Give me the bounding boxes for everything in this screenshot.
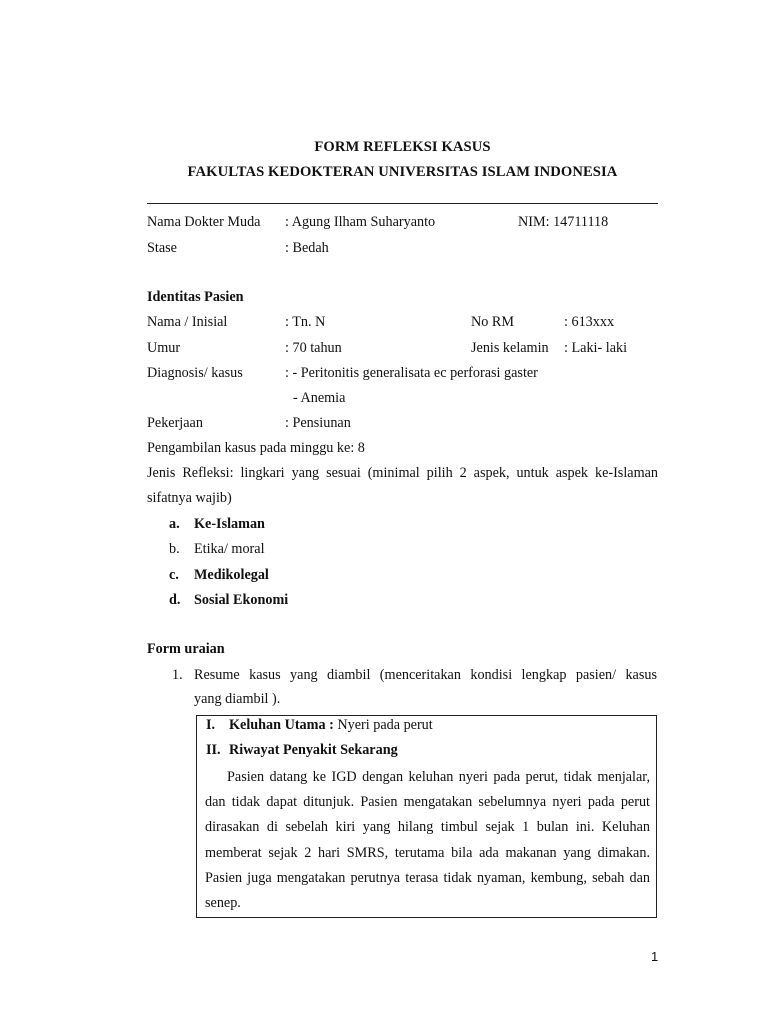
age-value: : 70 tahun — [285, 340, 342, 356]
reflection-option-medicolegal: Medikolegal — [194, 567, 269, 583]
present-illness-text: Pasien datang ke IGD dengan keluhan nyeri pada perut, tidak menjalar, dan tidak dapat ditunjuk. Pasien mengatakan sebelumnya nyeri pada perut dirasakan di sebelah kiri yang hilang timbul sejak 1 bulan ini. Keluhan memberat sejak 2 hari SMRS, terutama bila ada makanan yang dimakan. Pasien juga mengatakan perutnya terasa tidak nyaman, kembung, sebah dan senep. — [205, 769, 650, 912]
reflection-option-ethics: Etika/ moral — [194, 541, 265, 557]
sex-label: Jenis kelamin — [471, 340, 549, 356]
stase-label: Stase — [147, 240, 177, 256]
reflection-marker-b: b. — [169, 541, 180, 557]
form-uraian-heading: Form uraian — [147, 641, 225, 657]
reflection-marker-d: d. — [169, 592, 181, 608]
reflection-marker-c: c. — [169, 567, 179, 583]
present-illness-paragraph — [205, 765, 650, 916]
page-number: 1 — [651, 949, 659, 964]
chief-complaint-value: Nyeri pada perut — [333, 717, 433, 733]
reflection-option-socioeconomic: Sosial Ekonomi — [194, 592, 289, 608]
section-2-number: II. — [206, 742, 221, 758]
rm-value: : 613xxx — [564, 314, 615, 330]
rm-label: No RM — [471, 314, 514, 330]
faculty-subtitle: FAKULTAS KEDOKTERAN UNIVERSITAS ISLAM INDONESIA — [187, 164, 618, 180]
reflection-instruction: Jenis Refleksi: lingkari yang sesuai (minimal pilih 2 aspek, untuk aspek ke-Islaman sifatnya wajib) — [147, 465, 658, 506]
reflection-option-islam: Ke-Islaman — [194, 516, 265, 532]
section-1-number: I. — [206, 717, 216, 733]
patient-name-label: Nama / Inisial — [147, 314, 228, 330]
stase-value: : Bedah — [285, 240, 329, 256]
diagnosis-value-2: - Anemia — [293, 390, 346, 406]
doctor-name-value: : Agung Ilham Suharyanto — [285, 214, 436, 230]
item-1-number: 1. — [172, 667, 183, 683]
doctor-name-label: Nama Dokter Muda — [147, 214, 261, 230]
case-week: Pengambilan kasus pada minggu ke: 8 — [147, 440, 365, 456]
diagnosis-label: Diagnosis/ kasus — [147, 365, 243, 381]
patient-identity-heading: Identitas Pasien — [147, 289, 244, 305]
form-title: FORM REFLEKSI KASUS — [314, 139, 491, 155]
present-illness-heading: Riwayat Penyakit Sekarang — [229, 742, 398, 758]
sex-value: : Laki- laki — [564, 340, 628, 356]
section-1-line — [229, 716, 433, 734]
diagnosis-value-1: : - Peritonitis generalisata ec perforasi gaster — [285, 365, 538, 381]
age-label: Umur — [147, 340, 181, 356]
patient-name-value: : Tn. N — [285, 314, 326, 330]
nim-value: NIM: 14711118 — [518, 214, 609, 230]
job-label: Pekerjaan — [147, 415, 203, 431]
reflection-marker-a: a. — [169, 516, 180, 532]
header-divider — [147, 203, 658, 204]
item-1-text-line1: Resume kasus yang diambil (menceritakan kondisi lengkap pasien/ kasus — [194, 667, 657, 683]
job-value: : Pensiunan — [285, 415, 351, 431]
chief-complaint-label: Keluhan Utama : — [229, 717, 334, 733]
item-1-text-line2: yang diambil ). — [194, 691, 281, 707]
